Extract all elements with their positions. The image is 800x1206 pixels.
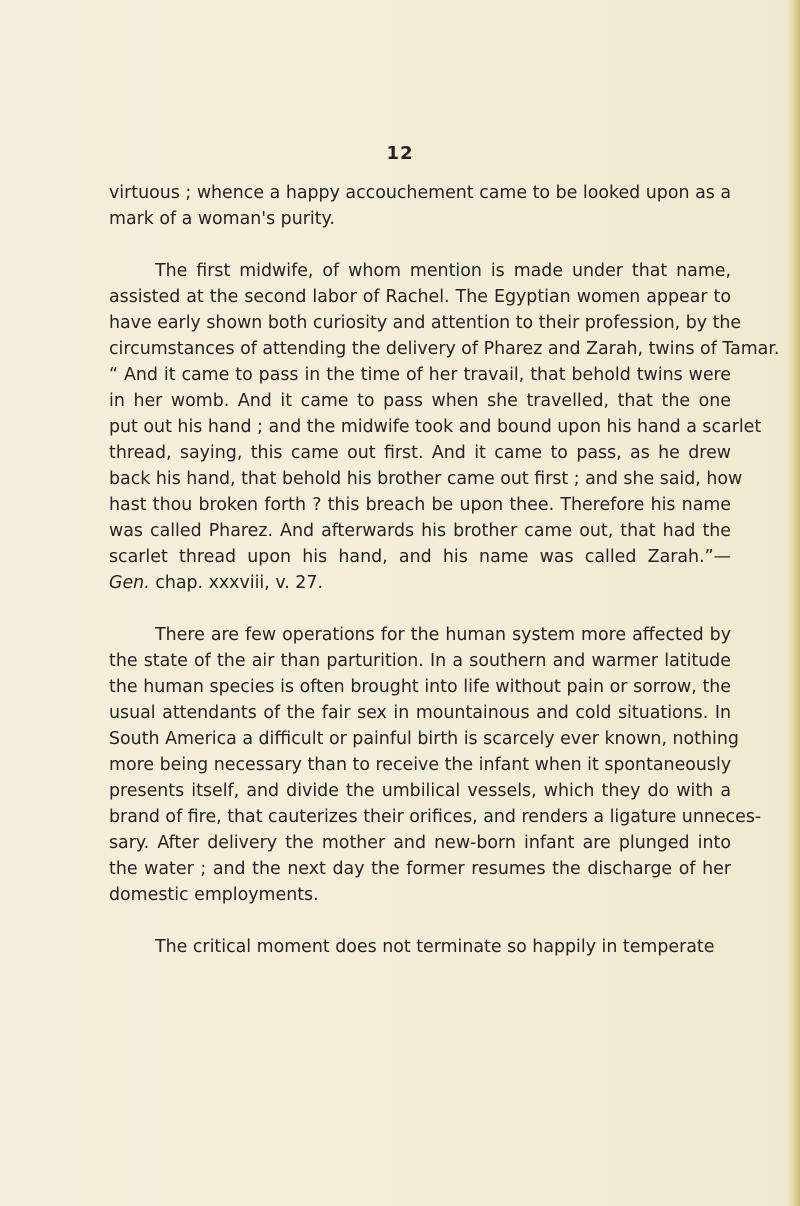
text-line: mark of a woman's purity. xyxy=(109,209,335,229)
body-text xyxy=(109,180,780,960)
paragraph-gap xyxy=(109,908,731,934)
paragraph-gap xyxy=(109,232,731,258)
text-line: in her womb. And it came to pass when she travelled, that the one xyxy=(109,391,731,411)
text-line: put out his hand ; and the midwife took and bound upon his hand a scarlet xyxy=(109,417,762,437)
text-line: sary. After delivery the mother and new-born infant are plunged into xyxy=(109,833,731,853)
text-line: was called Pharez. And afterwards his brother came out, that had the xyxy=(109,521,731,541)
text-line: scarlet thread upon his hand, and his name was called Zarah.”— xyxy=(109,547,731,567)
page-number: 12 xyxy=(386,143,414,164)
paragraph-gap xyxy=(109,596,731,622)
citation-reference: chap. xxxviii, v. 27. xyxy=(149,573,323,593)
citation-line xyxy=(109,570,731,596)
text-line: “ And it came to pass in the time of her travail, that behold twins were xyxy=(109,365,731,385)
text-line: The first midwife, of whom mention is made under that name, xyxy=(155,261,731,281)
citation-book: Gen. xyxy=(109,573,150,593)
text-line: have early shown both curiosity and attention to their profession, by the xyxy=(109,313,742,333)
text-line: The critical moment does not terminate so happily in temperate xyxy=(155,937,715,957)
page-edge-shadow xyxy=(786,0,800,1206)
text-line: domestic employments. xyxy=(109,885,319,905)
text-line: presents itself, and divide the umbilical vessels, which they do with a xyxy=(109,781,731,801)
text-line: the water ; and the next day the former resumes the discharge of her xyxy=(109,859,731,879)
text-line: circumstances of attending the delivery of Pharez and Zarah, twins of Tamar. xyxy=(109,339,780,359)
text-line: There are few operations for the human system more affected by xyxy=(155,625,731,645)
text-line: hast thou broken forth ? this breach be upon thee. Therefore his name xyxy=(109,495,731,515)
text-line: South America a difficult or painful birth is scarcely ever known, nothing xyxy=(109,729,739,749)
text-line: back his hand, that behold his brother came out first ; and she said, how xyxy=(109,469,743,489)
text-line: the state of the air than parturition. In a southern and warmer latitude xyxy=(109,651,731,671)
text-line: thread, saying, this came out first. And it came to pass, as he drew xyxy=(109,443,731,463)
text-line: more being necessary than to receive the infant when it spontaneously xyxy=(109,755,732,775)
text-line: brand of fire, that cauterizes their orifices, and renders a ligature unneces- xyxy=(109,807,762,827)
text-line: assisted at the second labor of Rachel. The Egyptian women appear to xyxy=(109,287,731,307)
text-line: the human species is often brought into life without pain or sorrow, the xyxy=(109,677,731,697)
text-line: usual attendants of the fair sex in mountainous and cold situations. In xyxy=(109,703,731,723)
text-line: virtuous ; whence a happy accouchement came to be looked upon as a xyxy=(109,183,731,203)
